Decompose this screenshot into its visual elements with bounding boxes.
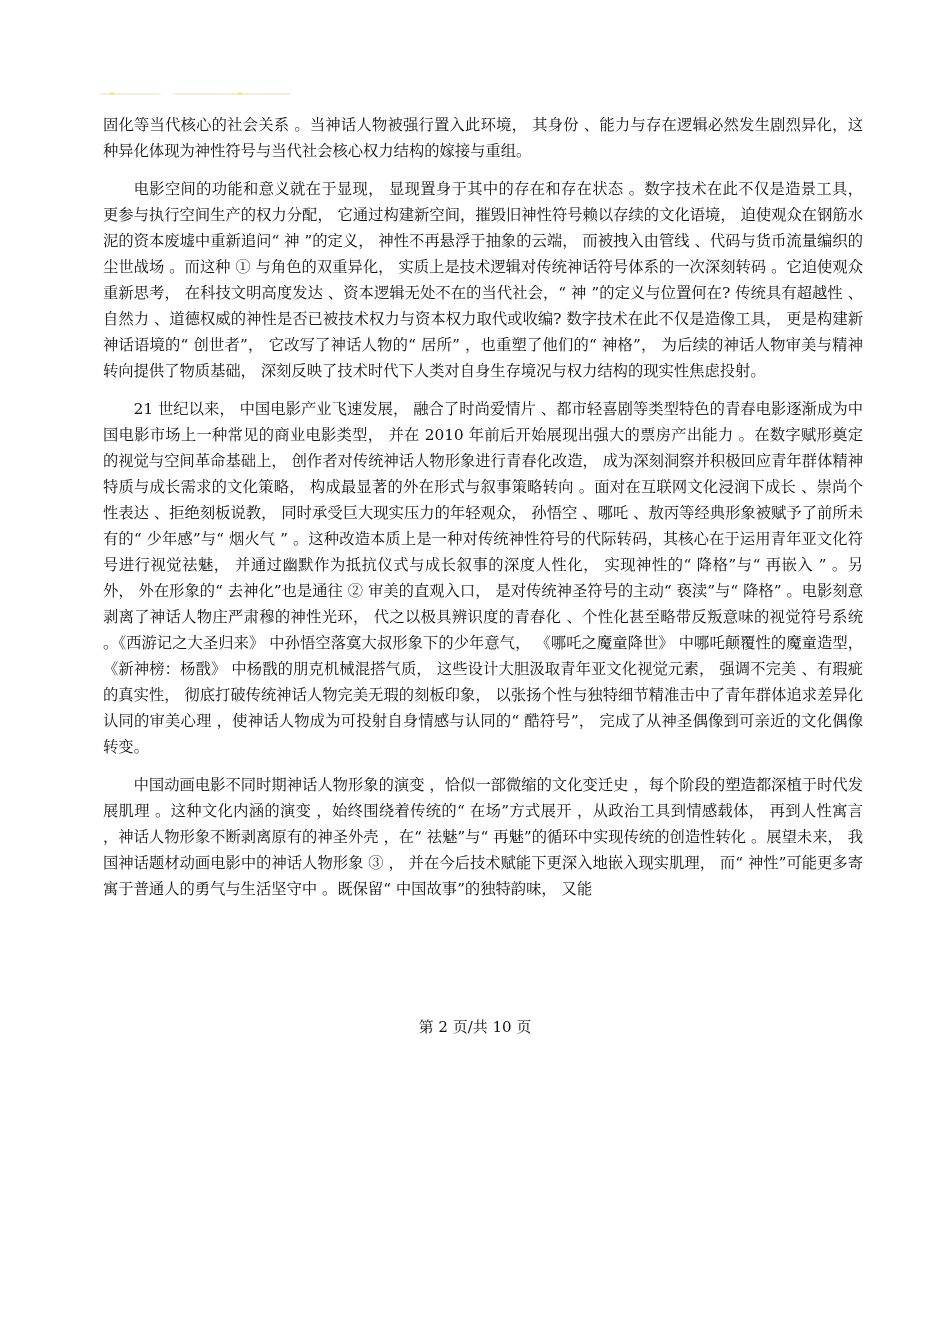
document-body [103,112,863,914]
paragraph-3: 21 世纪以来， 中国电影产业飞速发展， 融合了时尚爱情片 、都市轻喜剧等类型特色的青春电影逐渐成为中国电影市场上一种常见的商业电影类型， 并在 2010 年前后开始展现出强大的票房产出能力 。在数字赋形奠定的视觉与空间革命基础上， 创作者对传统神话人物形象进行青春化改造， 成为深刻洞察并积极回应青年群体精神特质与成长需求的文化策略， 构成最显著的外在形式与叙事策略转向 。面对在互联网文化浸润下成长 、崇尚个性表达 、拒绝刻板说教， 同时承受巨大现实压力的年轻观众， 孙悟空 、哪吒 、敖丙等经典形象被赋予了前所未有的“ 少年感”与“ 烟火气 ” 。这种改造本质上是一种对传统神性符号的代际转码，其核心在于运用青年亚文化符号进行视觉祛魅， 并通过幽默作为抵抗仪式与成长叙事的深度人性化， 实现神性的“ 降格”与“ 再嵌入 ” 。另外， 外在形象的“ 去神化”也是通往 ② 审美的直观入口， 是对传统神圣符号的主动“ 亵渎”与“ 降格” 。电影刻意剥离了神话人物庄严肃穆的神性光环， 代之以极具辨识度的青春化 、个性化甚至略带反叛意味的视觉符号系统 。《西游记之大圣归来》 中孙悟空落寞大叔形象下的少年意气， 《哪吒之魔童降世》 中哪吒颠覆性的魔童造型， 《新神榜：杨戬》 中杨戬的朋克机械混搭气质， 这些设计大胆汲取青年亚文化视觉元素， 强调不完美 、有瑕疵的真实性， 彻底打破传统神话人物完美无瑕的刻板印象， 以张扬个性与独特细节精准击中了青年群体追求差异化认同的审美心理 ，使神话人物成为可投射自身情感与认同的“ 酷符号”， 完成了从神圣偶像到可亲近的文化偶像转变。 [103,400,863,756]
page-number-footer: 第 2 页/共 10 页 [418,1018,532,1036]
header-rule-dot [238,92,242,95]
paragraph-4: 中国动画电影不同时期神话人物形象的演变 ，恰似一部微缩的文化变迁史 ，每个阶段的塑造都深植于时代发展肌理 。这种文化内涵的演变 ，始终围绕着传统的“ 在场”方式展开 ，从政治工具到情感载体， 再到人性寓言 ，神话人物形象不断剥离原有的神圣外壳 ，在“ 祛魅”与“ 再魅”的循环中实现传统的创造性转化 。展望未来， 我国神话题材动画电影中的神话人物形象 ③ ， 并在今后技术赋能下更深入地嵌入现实肌理， 而“ 神性”可能更多寄寓于普通人的勇气与生活坚守中 。既保留“ 中国故事”的独特韵味， 又能 [103,776,863,898]
header-rule-dot [110,92,114,95]
paragraph-1: 固化等当代核心的社会关系 。当神话人物被强行置入此环境， 其身份 、能力与存在逻辑必然发生剧烈异化，这种异化体现为神性符号与当代社会核心权力结构的嫁接与重组。 [103,116,863,160]
paragraph-2: 电影空间的功能和意义就在于显现， 显现置身于其中的存在和存在状态 。数字技术在此不仅是造景工具， 更参与执行空间生产的权力分配， 它通过构建新空间，摧毁旧神性符号赖以存续的文化语境， 迫使观众在钢筋水泥的资本废墟中重新追问“ 神 ”的定义， 神性不再悬浮于抽象的云端， 而被拽入由管线 、代码与货币流量编织的尘世战场 。而这种 ① 与角色的双重异化， 实质上是技术逻辑对传统神话符号体系的一次深刻转码 。它迫使观众重新思考， 在科技文明高度发达 、资本逻辑无处不在的当代社会，“ 神 ”的定义与位置何在? 传统具有超越性 、 自然力 、道德权威的神性是否已被技术权力与资本权力取代或收编? 数字技术在此不仅是造像工具， 更是构建新神话语境的“ 创世者”， 它改写了神话人物的“ 居所” ，也重塑了他们的“ 神格”， 为后续的神话人物审美与精神转向提供了物质基础， 深刻反映了技术时代下人类对自身生存境况与权力结构的现实性焦虑投射。 [103,180,863,380]
header-decorative-rule [100,93,290,95]
